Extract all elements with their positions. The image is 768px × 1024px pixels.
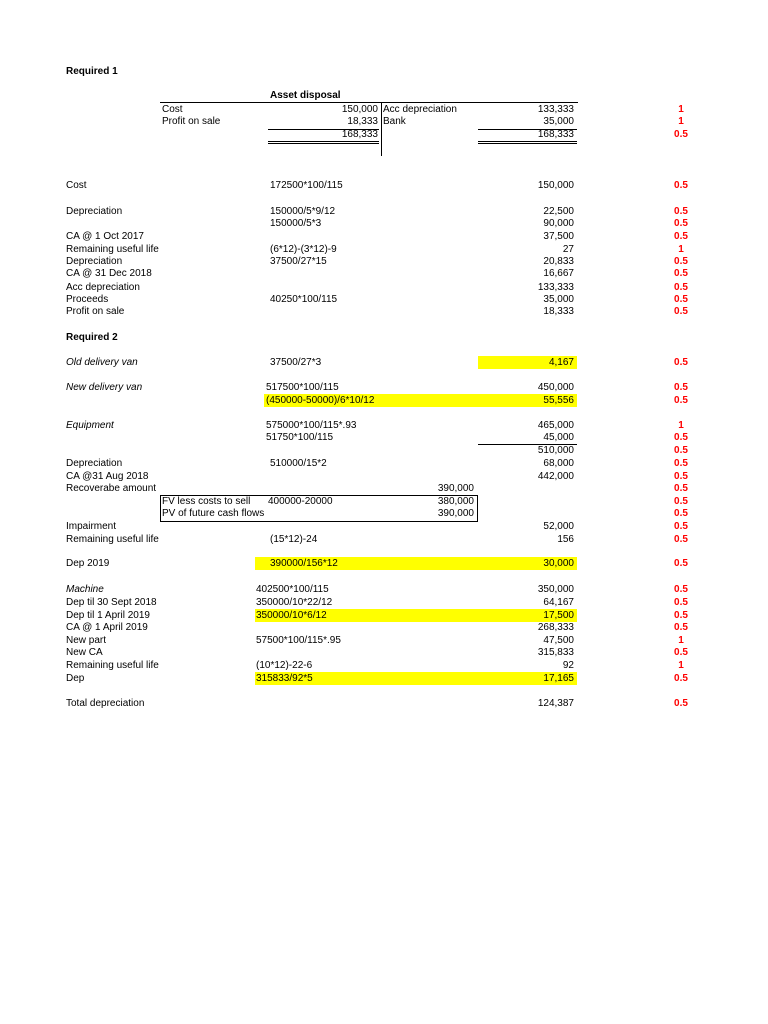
row-formula: (6*12)-(3*12)-9 — [270, 244, 337, 255]
mark: 0.5 — [674, 610, 688, 621]
row-value: 268,333 — [537, 622, 574, 633]
row-formula: 510000/15*2 — [270, 458, 327, 469]
row-value: 16,667 — [543, 268, 574, 279]
mark: 0.5 — [674, 496, 688, 507]
row-formula: 315833/92*5 — [256, 673, 313, 684]
new-van-value-2: 55,556 — [543, 395, 574, 406]
mark: 0.5 — [674, 508, 688, 519]
equipment-formula: 575000*100/115*.93 — [266, 420, 357, 431]
credit-value-acc-dep: 133,333 — [537, 104, 574, 115]
equipment-label: Equipment — [66, 420, 114, 431]
t-account-top-line — [160, 102, 578, 103]
row-label: Recoverabe amount — [66, 483, 157, 494]
row-label: Proceeds — [66, 294, 109, 305]
new-van-formula-2: (450000-50000)/6*10/12 — [266, 395, 375, 406]
mark: 0.5 — [674, 483, 688, 494]
recoverable-value: 390,000 — [437, 483, 474, 494]
row-value: 315,833 — [537, 647, 574, 658]
row-label: Depreciation — [66, 206, 123, 217]
row-formula: (15*12)-24 — [270, 534, 318, 545]
equipment-formula-2: 51750*100/115 — [266, 432, 334, 443]
row-label: Profit on sale — [66, 306, 125, 317]
mark: 0.5 — [674, 673, 688, 684]
mark: 1 — [678, 104, 684, 115]
mark: 0.5 — [674, 647, 688, 658]
row-value: 90,000 — [543, 218, 574, 229]
row-formula: (10*12)-22-6 — [256, 660, 313, 671]
mark: 0.5 — [674, 534, 688, 545]
machine-formula: 402500*100/115 — [256, 584, 329, 595]
row-formula: 57500*100/115*.95 — [256, 635, 341, 646]
credit-total-underline-2 — [478, 143, 577, 144]
mark: 0.5 — [674, 558, 688, 569]
new-van-value: 450,000 — [537, 382, 574, 393]
machine-label: Machine — [66, 584, 104, 595]
mark: 1 — [678, 635, 684, 646]
mark: 0.5 — [674, 471, 688, 482]
row-label: New part — [66, 635, 107, 646]
row-value: 68,000 — [543, 458, 574, 469]
row-value: 35,000 — [543, 294, 574, 305]
mark: 0.5 — [674, 218, 688, 229]
equipment-value-2: 45,000 — [543, 432, 574, 443]
row-label: Cost — [66, 180, 87, 191]
mark: 0.5 — [674, 256, 688, 267]
mark: 0.5 — [674, 206, 688, 217]
mark: 0.5 — [674, 584, 688, 595]
debit-total-underline-2 — [268, 143, 379, 144]
mark: 0.5 — [674, 282, 688, 293]
old-van-label: Old delivery van — [66, 357, 138, 368]
mark: 0.5 — [674, 180, 688, 191]
row-label: CA @ 1 Oct 2017 — [66, 231, 144, 242]
debit-value-profit: 18,333 — [347, 116, 378, 127]
row-value: 442,000 — [537, 471, 574, 482]
row-value: 47,500 — [543, 635, 574, 646]
row-value: 18,333 — [543, 306, 574, 317]
row-value: 17,165 — [543, 673, 574, 684]
mark: 1 — [678, 244, 684, 255]
mark: 0.5 — [674, 698, 688, 709]
box-formula: 400000-20000 — [268, 496, 333, 507]
dep-2019-formula: 390000/156*12 — [270, 558, 338, 569]
credit-label-acc-dep: Acc depreciation — [383, 104, 457, 115]
total-value: 124,387 — [537, 698, 574, 709]
t-account-divider — [381, 102, 382, 156]
mark: 1 — [678, 660, 684, 671]
box-label: PV of future cash flows — [162, 508, 265, 519]
debit-value-cost: 150,000 — [341, 104, 378, 115]
dep-2019-label: Dep 2019 — [66, 558, 110, 569]
mark: 0.5 — [674, 268, 688, 279]
mark: 0.5 — [674, 129, 688, 140]
row-label: Impairment — [66, 521, 117, 532]
mark: 0.5 — [674, 445, 688, 456]
row-formula: 150000/5*9/12 — [270, 206, 336, 217]
mark: 0.5 — [674, 231, 688, 242]
old-van-formula: 37500/27*3 — [270, 357, 322, 368]
mark: 0.5 — [674, 357, 688, 368]
asset-disposal-title: Asset disposal — [270, 90, 341, 101]
row-label: CA @ 1 April 2019 — [66, 622, 148, 633]
row-label: Remaining useful life — [66, 244, 159, 255]
required-2-heading: Required 2 — [66, 332, 118, 343]
dep-2019-value: 30,000 — [543, 558, 574, 569]
mark: 0.5 — [674, 382, 688, 393]
mark: 0.5 — [674, 597, 688, 608]
row-value: 92 — [562, 660, 574, 671]
credit-label-bank: Bank — [383, 116, 406, 127]
row-value: 133,333 — [537, 282, 574, 293]
row-value: 64,167 — [543, 597, 574, 608]
row-formula: 350000/10*22/12 — [256, 597, 333, 608]
box-label: FV less costs to sell — [162, 496, 251, 507]
debit-total: 168,333 — [341, 129, 378, 140]
machine-value: 350,000 — [537, 584, 574, 595]
row-value: 22,500 — [543, 206, 574, 217]
new-van-formula: 517500*100/115 — [266, 382, 339, 393]
row-formula: 150000/5*3 — [270, 218, 322, 229]
row-label: Depreciation — [66, 256, 123, 267]
row-value: 156 — [557, 534, 574, 545]
debit-label-cost: Cost — [162, 104, 183, 115]
credit-total: 168,333 — [537, 129, 574, 140]
mark: 0.5 — [674, 521, 688, 532]
row-label: CA @31 Aug 2018 — [66, 471, 149, 482]
box-value: 390,000 — [437, 508, 474, 519]
equipment-total: 510,000 — [537, 445, 574, 456]
mark: 0.5 — [674, 294, 688, 305]
row-label: Dep til 1 April 2019 — [66, 610, 150, 621]
credit-value-bank: 35,000 — [543, 116, 574, 127]
mark: 1 — [678, 116, 684, 127]
row-label: CA @ 31 Dec 2018 — [66, 268, 152, 279]
equipment-value: 465,000 — [537, 420, 574, 431]
row-label: Remaining useful life — [66, 534, 159, 545]
row-label: Depreciation — [66, 458, 123, 469]
mark: 0.5 — [674, 622, 688, 633]
row-label: Dep til 30 Sept 2018 — [66, 597, 157, 608]
debit-label-profit: Profit on sale — [162, 116, 221, 127]
row-formula: 40250*100/115 — [270, 294, 338, 305]
row-label: Dep — [66, 673, 85, 684]
row-label: New CA — [66, 647, 103, 658]
new-van-label: New delivery van — [66, 382, 143, 393]
row-value: 150,000 — [537, 180, 574, 191]
mark: 0.5 — [674, 458, 688, 469]
row-value: 27 — [562, 244, 574, 255]
mark: 0.5 — [674, 306, 688, 317]
mark: 0.5 — [674, 395, 688, 406]
mark: 1 — [678, 420, 684, 431]
row-value: 52,000 — [543, 521, 574, 532]
row-formula: 350000/10*6/12 — [256, 610, 327, 621]
row-formula: 37500/27*15 — [270, 256, 327, 267]
debit-total-underline-1 — [268, 141, 379, 142]
credit-total-underline-1 — [478, 141, 577, 142]
row-formula: 172500*100/115 — [270, 180, 343, 191]
mark: 0.5 — [674, 432, 688, 443]
row-value: 17,500 — [543, 610, 574, 621]
box-value: 380,000 — [437, 496, 474, 507]
row-label: Acc depreciation — [66, 282, 140, 293]
row-value: 37,500 — [543, 231, 574, 242]
total-label: Total depreciation — [66, 698, 145, 709]
old-van-value: 4,167 — [548, 357, 574, 368]
row-value: 20,833 — [543, 256, 574, 267]
row-label: Remaining useful life — [66, 660, 159, 671]
required-1-heading: Required 1 — [66, 66, 118, 77]
